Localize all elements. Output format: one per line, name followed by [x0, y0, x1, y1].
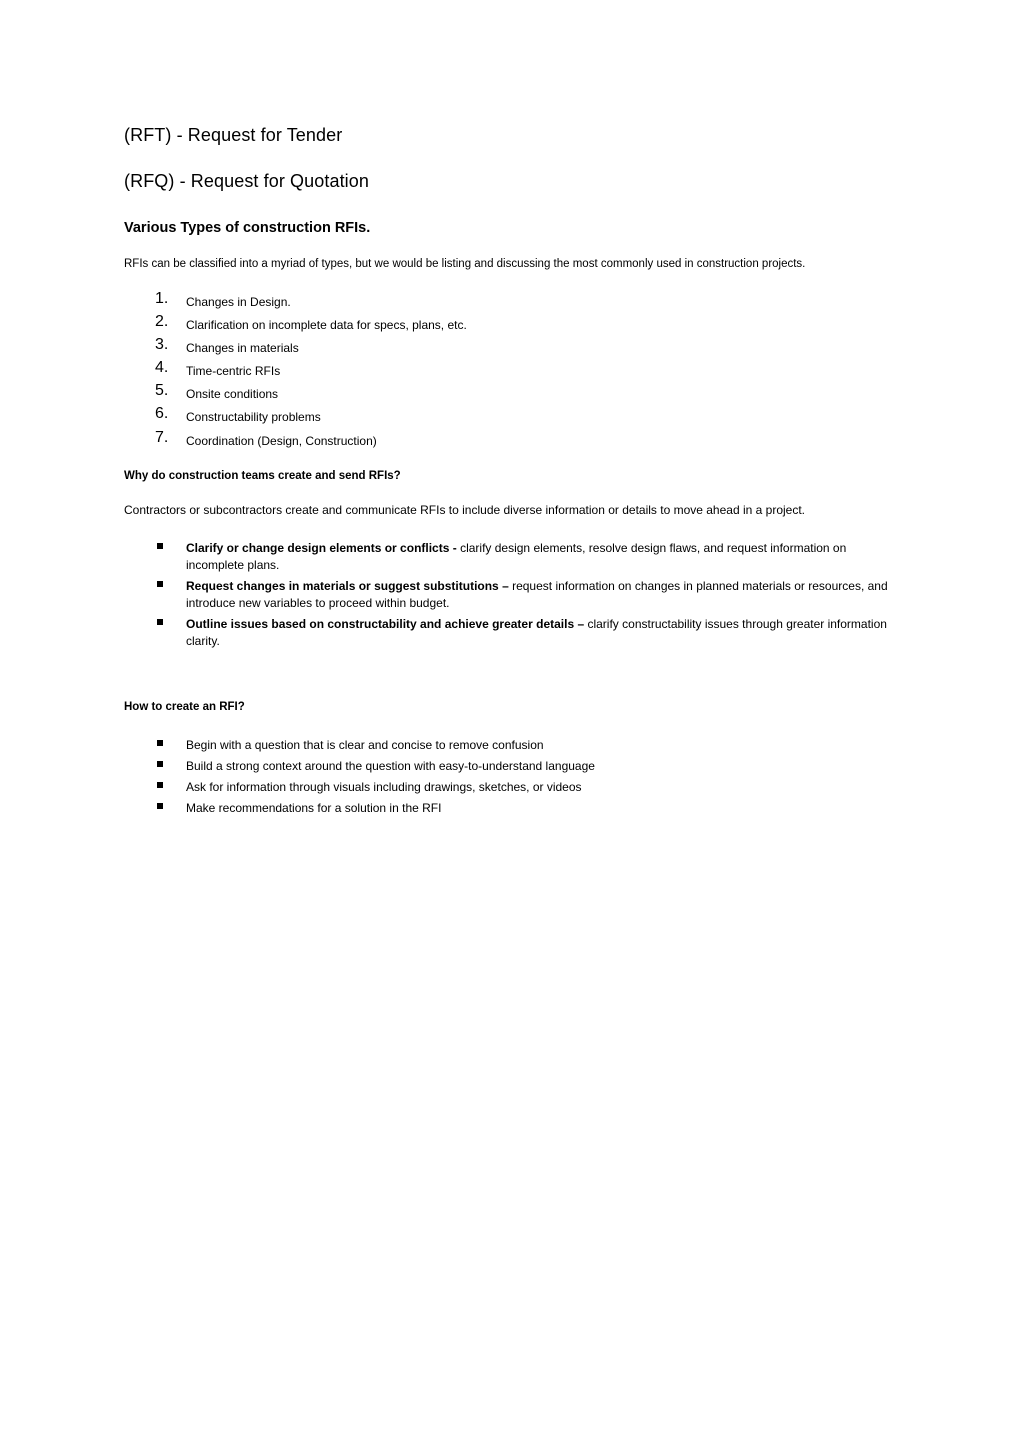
list-item — [124, 407, 894, 430]
square-bullet-icon — [157, 782, 163, 788]
why-intro: Contractors or subcontractors create and communicate RFIs to include diverse information or details to move ahead in a project. — [124, 503, 805, 517]
list-item-text: Changes in Design. — [186, 295, 291, 309]
list-item — [124, 779, 894, 796]
bullet-lead-text: Outline issues based on constructability and achieve greater details – — [186, 617, 588, 631]
list-number: 7. — [155, 428, 169, 446]
how-heading: How to create an RFI? — [124, 701, 245, 713]
list-item — [124, 338, 894, 361]
list-number: 5. — [155, 382, 169, 400]
bullet-body-text: Make recommendations for a solution in the RFI — [186, 801, 442, 815]
list-item — [124, 540, 894, 574]
square-bullet-icon — [157, 543, 163, 549]
types-heading: Various Types of construction RFIs. — [124, 220, 371, 236]
list-item-text: Coordination (Design, Construction) — [186, 433, 377, 448]
list-item-text: Time-centric RFIs — [186, 364, 281, 379]
types-intro: RFIs can be classified into a myriad of types, but we would be listing and discussing the most commonly used in construction projects. — [124, 258, 806, 270]
list-item-text: Onsite conditions — [186, 387, 279, 402]
bullet-body-text: Ask for information through visuals including drawings, sketches, or videos — [186, 780, 582, 794]
list-item — [124, 800, 894, 817]
bullet-body-text: clarify constructability issues through greater information clarity. — [186, 617, 887, 648]
square-bullet-icon — [157, 740, 163, 746]
list-item — [124, 616, 894, 650]
list-item — [124, 758, 894, 775]
bullet-body-text: clarify design elements, resolve design flaws, and request information on incomplete plans. — [186, 541, 847, 572]
list-number: 3. — [155, 336, 169, 354]
list-item — [124, 578, 894, 612]
list-item-text: Constructability problems — [186, 410, 321, 425]
list-item — [124, 361, 894, 384]
square-bullet-icon — [157, 803, 163, 809]
how-list — [124, 737, 894, 817]
why-heading: Why do construction teams create and send RFIs? — [124, 470, 401, 482]
bullet-lead-text: Request changes in materials or suggest substitutions – — [186, 579, 513, 593]
heading-rft: (RFT) - Request for Tender — [124, 125, 343, 145]
list-item-text: Clarification on incomplete data for specs, plans, etc. — [186, 318, 467, 333]
list-number: 4. — [155, 359, 169, 377]
square-bullet-icon — [157, 581, 163, 587]
square-bullet-icon — [157, 761, 163, 767]
list-item — [124, 737, 894, 754]
list-item — [124, 315, 894, 338]
heading-rfq: (RFQ) - Request for Quotation — [124, 171, 369, 191]
types-list — [124, 292, 894, 454]
square-bullet-icon — [157, 619, 163, 625]
bullet-body-text: Begin with a question that is clear and concise to remove confusion — [186, 738, 544, 752]
bullet-body-text: Build a strong context around the question with easy-to-understand language — [186, 759, 595, 773]
list-item — [124, 384, 894, 407]
list-item-text: Changes in materials — [186, 341, 299, 356]
bullet-lead-text: Clarify or change design elements or conflicts - — [186, 541, 461, 555]
list-item — [124, 428, 894, 454]
list-number: 2. — [155, 313, 169, 331]
list-number: 6. — [155, 405, 169, 423]
why-list — [124, 540, 894, 650]
bullet-body-text: request information on changes in planned materials or resources, and introduce new variables to proceed within budget. — [186, 579, 888, 610]
list-number: 1. — [155, 290, 169, 307]
list-item — [124, 292, 894, 315]
